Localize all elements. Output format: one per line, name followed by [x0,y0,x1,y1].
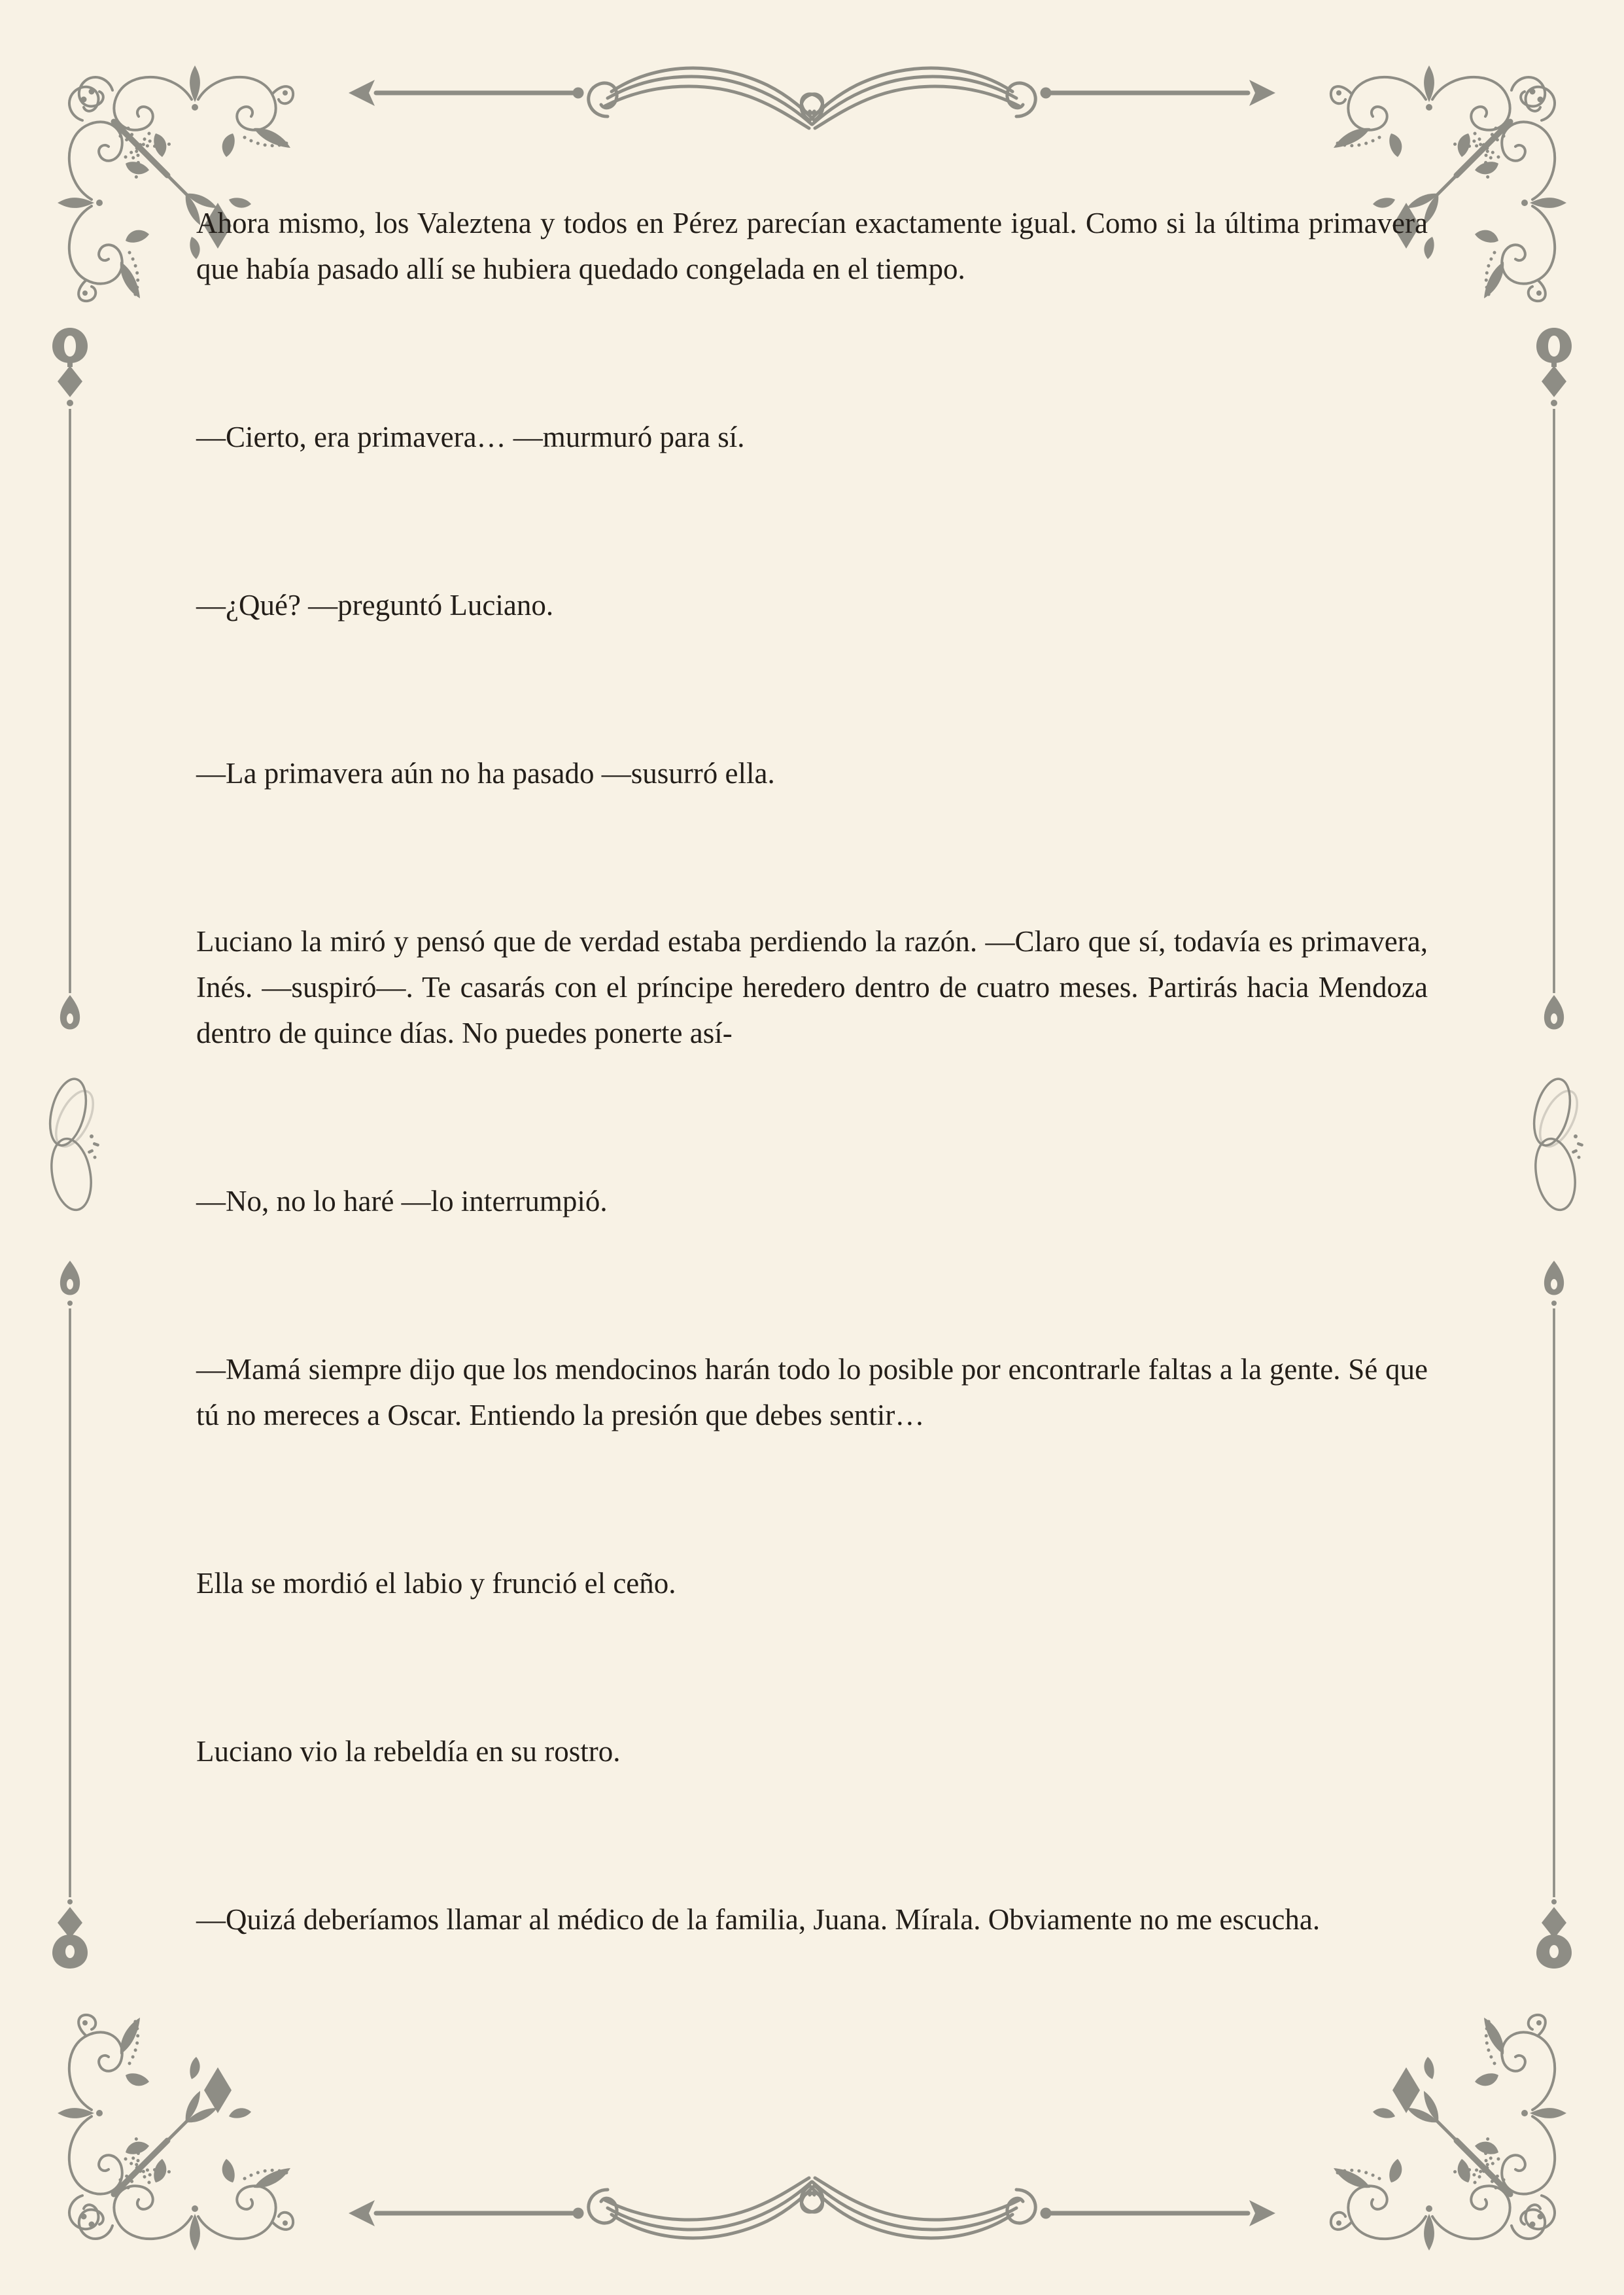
paragraph: Luciano la miró y pensó que de verdad estaba perdiendo la razón. —Claro que sí, todavía es primavera, Inés. —suspiró—. Te casarás con el príncipe heredero dentro de cuatro meses. Partirás hacia Mendoza dentro de quince días. No puedes ponerte así- [196,925,1428,1049]
paragraph: —La primavera aún no ha pasado —susurró ella. [196,757,775,790]
paragraph: —¿Qué? —preguntó Luciano. [196,589,554,622]
paragraph: —Mamá siempre dijo que los mendocinos harán todo lo posible por encontrarle faltas a la gente. Sé que tú no mereces a Oscar. Entiendo la presión que debes sentir… [196,1353,1428,1431]
paragraph: —No, no lo haré —lo interrumpió. [196,1185,608,1218]
corner-flourish-bottom-left-icon [58,2015,293,2251]
paragraph: Luciano vio la rebeldía en su rostro. [196,1735,621,1768]
page-text [196,200,1428,1942]
paragraph: Ella se mordió el labio y frunció el ceño. [196,1567,676,1600]
side-rail-ornament-right-icon [1525,324,1583,1972]
side-rail-ornament-left-icon [41,324,99,1972]
ornamental-divider-bottom-icon [347,2170,1277,2255]
paragraph: —Cierto, era primavera… —murmuró para sí. [196,421,745,453]
paragraph: —Quizá deberíamos llamar al médico de la familia, Juana. Mírala. Obviamente no me escucha. [196,1903,1321,1936]
paragraph: Ahora mismo, los Valeztena y todos en Pérez parecían exactamente igual. Como si la última primavera que había pasado allí se hubiera quedado congelada en el tiempo. [196,207,1428,285]
corner-flourish-bottom-right-icon [1331,2015,1566,2251]
ornamental-divider-top-icon [347,51,1277,136]
